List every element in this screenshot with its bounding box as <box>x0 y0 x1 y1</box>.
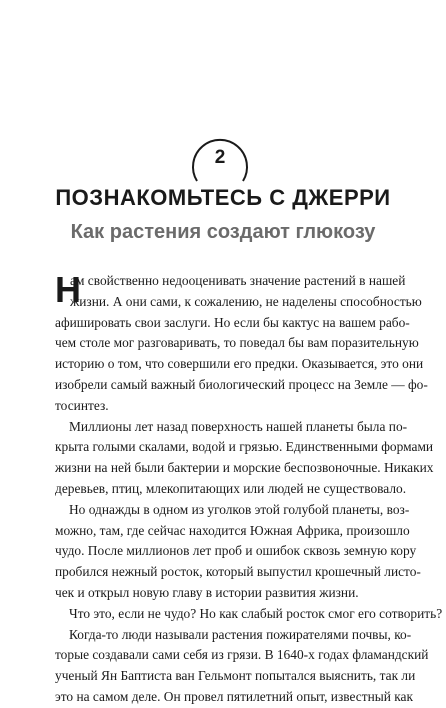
text-line: ученый Ян Баптиста ван Гельмонт попытался выяснить, так ли <box>55 668 416 684</box>
text-line: Но однажды в одном из уголков этой голубой планеты, воз- <box>69 501 410 517</box>
text-line: Миллионы лет назад поверхность нашей планеты была по- <box>69 418 408 434</box>
text-line: можно, там, где сейчас находится Южная Африка, произошло <box>55 522 410 538</box>
text-line: пробился нежный росток, который выпустил крошечный листо- <box>55 564 421 580</box>
text-line: афишировать свои заслуги. Но если бы кактус на вашем рабо- <box>55 314 410 330</box>
text-line: чудо. После миллионов лет проб и ошибок сквозь земную кору <box>55 543 417 559</box>
drop-cap: Н <box>55 269 81 310</box>
text-line: историю о том, что совершили его предки. Оказывается, это они <box>55 356 424 372</box>
text-line: изобрели самый важный биологический процесс на Земле — фо- <box>55 376 428 392</box>
chapter-title: ПОЗНАКОМЬТЕСЬ С ДЖЕРРИ <box>55 185 391 210</box>
chapter-subtitle: Как растения создают глюкозу <box>70 221 376 243</box>
text-line: это на самом деле. Он провел пятилетний опыт, известный как <box>55 688 414 704</box>
text-line: чек и открыл новую главу в истории развития жизни. <box>55 584 359 600</box>
body-text <box>55 269 443 708</box>
text-line: Что это, если не чудо? Но как слабый росток смог его сотворить? <box>69 605 443 621</box>
chapter-number: 2 <box>214 147 226 168</box>
text-line: крыта голыми скалами, водой и грязью. Единственными формами <box>55 439 434 455</box>
text-line: ам свойственно недооценивать значение растений в нашей <box>70 273 406 288</box>
text-line: чем столе мог разговаривать, то поведал бы вам поразительную <box>55 335 419 351</box>
text-line: тосинтез. <box>55 397 109 413</box>
text-line: деревьев, птиц, млекопитающих или людей не существовало. <box>55 480 407 496</box>
text-line: торые создавали сами себя из грязи. В 1640-х годах фламандский <box>55 647 429 663</box>
text-line: жизни. А они сами, к сожалению, не наделены способностью <box>70 293 422 309</box>
chapter-number-emblem <box>190 131 250 189</box>
text-line: жизни на ней были бактерии и морские беспозвоночные. Никаких <box>55 460 434 476</box>
text-line: Когда-то люди называли растения пожирателями почвы, ко- <box>69 626 412 642</box>
